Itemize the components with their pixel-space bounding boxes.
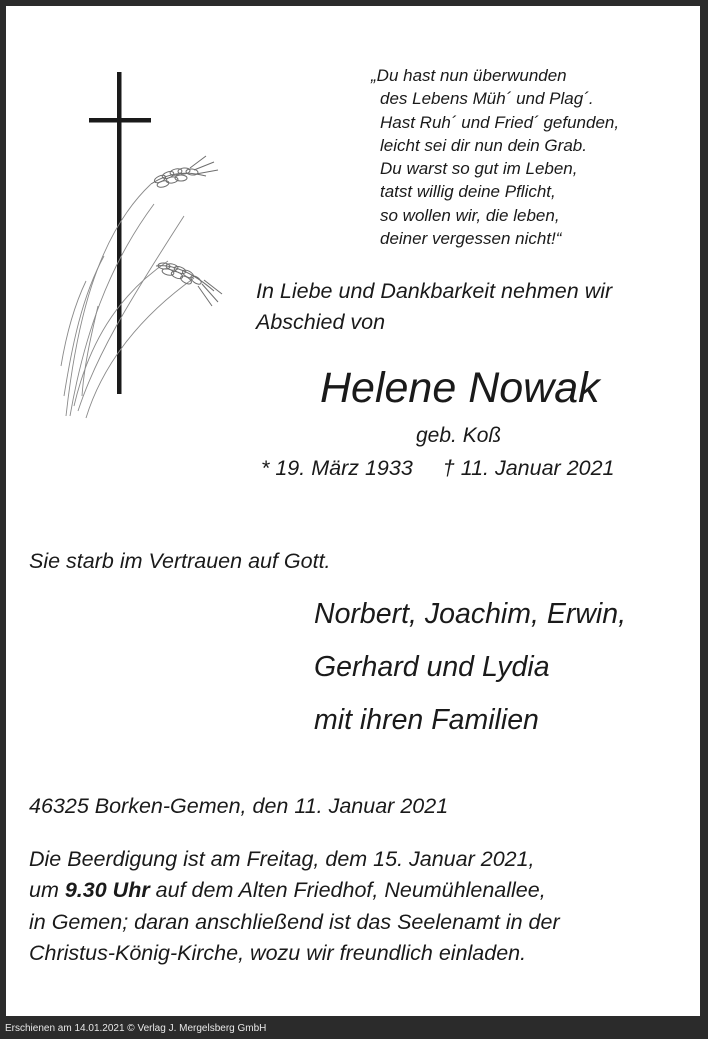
funeral-line: Christus-König-Kirche, wozu wir freundlich einladen. [29,940,527,965]
poem [371,64,619,250]
poem-line: Du warst so gut im Leben, [380,159,578,179]
poem-line: leicht sei dir nun dein Grab. [380,135,587,155]
birth-name: geb. Koß [416,424,502,447]
poem-line: deiner vergessen nicht!“ [380,229,562,249]
poem-line: Hast Ruh´ und Fried´ gefunden, [380,112,620,132]
mourners [314,588,626,747]
funeral-text: um [29,878,65,903]
place-date: 46325 Borken-Gemen, den 11. Januar 2021 [29,794,449,818]
mourners-line: mit ihren Familien [314,704,539,736]
poem-line: des Lebens Müh´ und Plag´. [380,89,594,109]
publication-footer: Erschienen am 14.01.2021 © Verlag J. Mergelsberg GmbH [5,1023,267,1034]
poem-line: „Du hast nun überwunden [371,66,567,85]
intro-line: In Liebe und Dankbarkeit nehmen wir [256,279,613,303]
funeral-line: in Gemen; daran anschließend ist das Seelenamt in der [29,909,560,934]
deceased-name: Helene Nowak [320,364,600,412]
birth-date: * 19. März 1933 [261,456,413,480]
cross-with-wheat-icon [56,66,226,426]
poem-line: tatst willig deine Pflicht, [380,182,556,202]
intro-line: Abschied von [256,310,386,334]
funeral-line: Die Beerdigung ist am Freitag, dem 15. Januar 2021, [29,847,535,871]
mourners-line: Norbert, Joachim, Erwin, [314,598,627,630]
funeral-details [29,844,560,969]
life-dates [261,456,615,481]
death-date: † 11. Januar 2021 [442,456,615,480]
poem-line: so wollen wir, die leben, [380,205,560,225]
intro-text [256,276,612,338]
funeral-time: 9.30 Uhr [64,878,150,903]
obituary-card [6,6,700,1016]
mourners-line: Gerhard und Lydia [314,651,550,683]
funeral-text: auf dem Alten Friedhof, Neumühlenallee, [149,878,546,903]
funeral-line [29,875,560,906]
faith-text: Sie starb im Vertrauen auf Gott. [29,549,331,573]
